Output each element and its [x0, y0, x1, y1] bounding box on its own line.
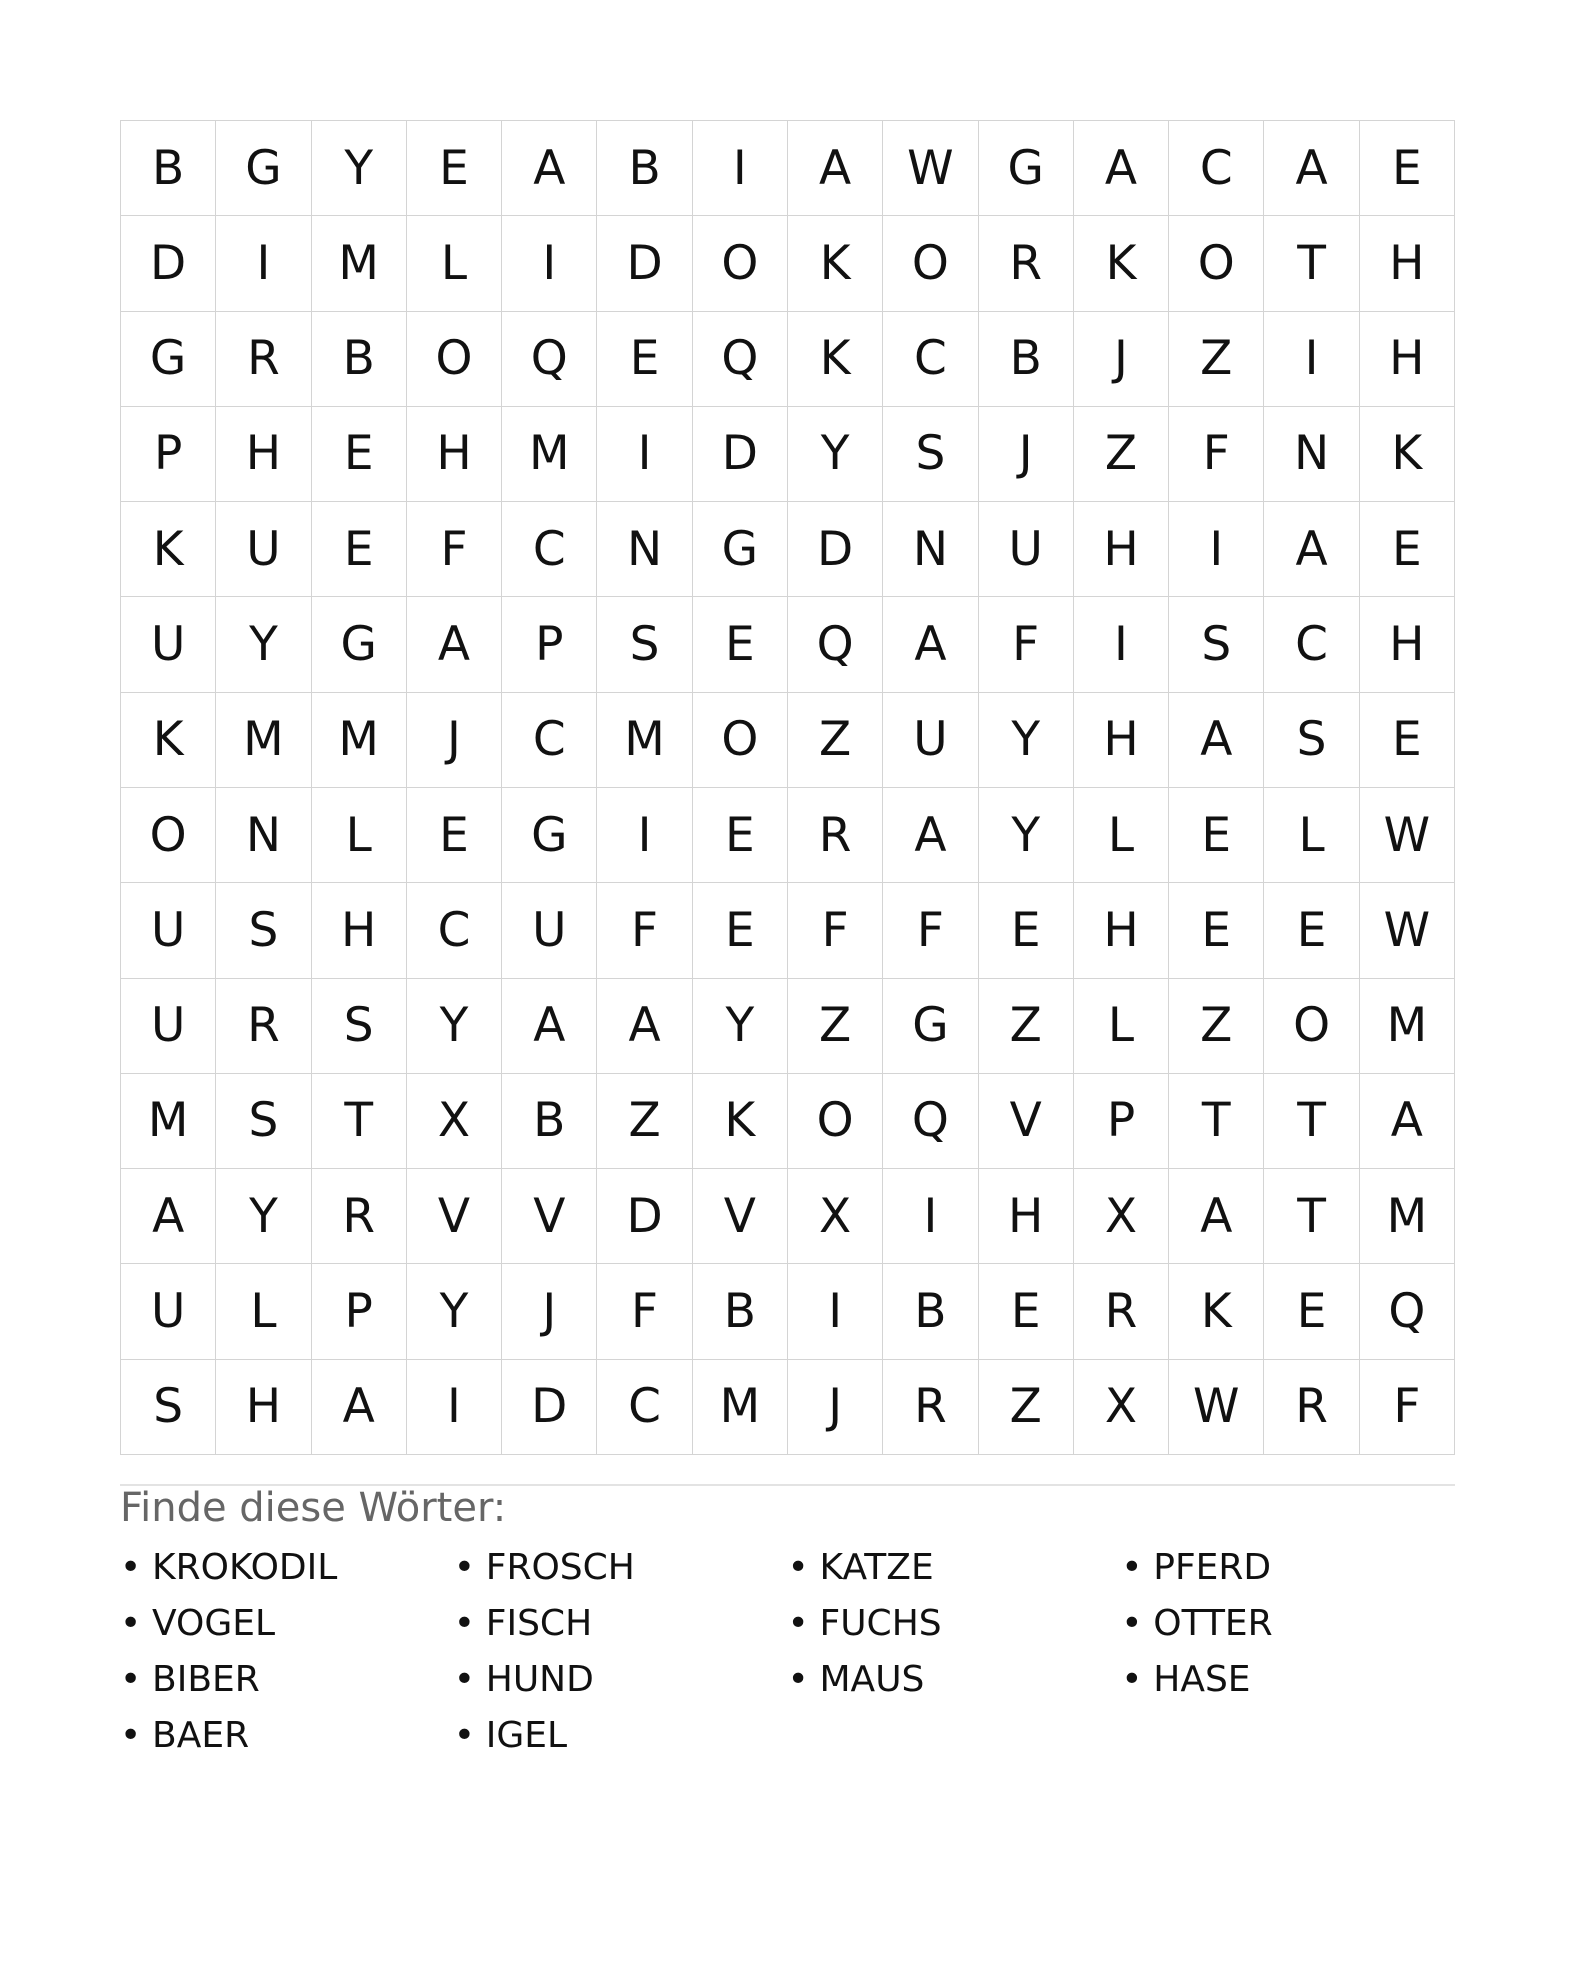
bullet-icon: • [453, 1715, 475, 1756]
grid-cell[interactable]: Q [883, 1074, 978, 1169]
grid-cell[interactable]: R [883, 1360, 978, 1455]
grid-cell[interactable]: S [216, 1074, 311, 1169]
grid-cell[interactable]: E [693, 883, 788, 978]
grid-cell[interactable]: A [121, 1169, 216, 1264]
grid-cell[interactable]: O [407, 312, 502, 407]
bullet-icon: • [453, 1659, 475, 1700]
grid-cell[interactable]: A [1169, 693, 1264, 788]
grid-cell[interactable]: A [788, 121, 883, 216]
grid-cell[interactable]: C [597, 1360, 692, 1455]
word-item [454, 1708, 788, 1764]
grid-cell[interactable]: H [216, 1360, 311, 1455]
word-label: FISCH [485, 1603, 593, 1644]
grid-cell[interactable]: R [1074, 1264, 1169, 1359]
grid-cell[interactable]: D [597, 216, 692, 311]
grid-cell[interactable]: E [979, 1264, 1074, 1359]
grid-cell[interactable]: M [312, 216, 407, 311]
grid-cell[interactable]: N [883, 502, 978, 597]
grid-cell[interactable]: U [121, 979, 216, 1074]
bullet-icon: • [120, 1547, 142, 1588]
grid-cell[interactable]: E [693, 788, 788, 883]
bullet-icon: • [120, 1659, 142, 1700]
grid-cell[interactable]: X [788, 1169, 883, 1264]
grid-cell[interactable]: R [979, 216, 1074, 311]
word-label: KATZE [819, 1547, 934, 1588]
word-label: BAER [152, 1715, 250, 1756]
grid-cell[interactable]: K [788, 216, 883, 311]
word-item [1121, 1540, 1455, 1596]
word-item [454, 1540, 788, 1596]
bullet-icon: • [1121, 1603, 1143, 1644]
word-label: VOGEL [152, 1603, 276, 1644]
grid-cell[interactable]: F [1169, 407, 1264, 502]
grid-cell[interactable]: E [597, 312, 692, 407]
word-item [1121, 1596, 1455, 1652]
grid-cell[interactable]: U [121, 1264, 216, 1359]
letter-grid [120, 120, 1455, 1455]
grid-cell[interactable]: Y [979, 693, 1074, 788]
grid-cell[interactable]: C [883, 312, 978, 407]
grid-cell[interactable]: E [312, 502, 407, 597]
grid-cell[interactable]: P [121, 407, 216, 502]
grid-cell[interactable]: E [1264, 1264, 1359, 1359]
grid-cell[interactable]: G [502, 788, 597, 883]
grid-cell[interactable]: A [1074, 121, 1169, 216]
grid-cell[interactable]: E [407, 121, 502, 216]
grid-cell[interactable]: H [216, 407, 311, 502]
grid-cell[interactable]: X [1074, 1360, 1169, 1455]
grid-cell[interactable]: T [1264, 1074, 1359, 1169]
grid-cell[interactable]: I [693, 121, 788, 216]
bullet-icon: • [1121, 1547, 1143, 1588]
grid-cell[interactable]: Y [788, 407, 883, 502]
grid-cell[interactable]: O [883, 216, 978, 311]
grid-cell[interactable]: S [1169, 597, 1264, 692]
grid-cell[interactable]: U [216, 502, 311, 597]
grid-cell[interactable]: K [1360, 407, 1455, 502]
word-list [120, 1540, 1455, 1764]
grid-cell[interactable]: E [1360, 121, 1455, 216]
grid-cell[interactable]: W [883, 121, 978, 216]
grid-cell[interactable]: F [788, 883, 883, 978]
grid-cell[interactable]: U [883, 693, 978, 788]
grid-cell[interactable]: K [693, 1074, 788, 1169]
word-label: PFERD [1153, 1547, 1272, 1588]
grid-cell[interactable]: B [502, 1074, 597, 1169]
grid-cell[interactable]: B [312, 312, 407, 407]
word-label: OTTER [1153, 1603, 1273, 1644]
bullet-icon: • [787, 1547, 809, 1588]
word-label: IGEL [485, 1715, 568, 1756]
grid-cell[interactable]: S [1264, 693, 1359, 788]
word-item [454, 1596, 788, 1652]
word-label: KROKODIL [152, 1547, 338, 1588]
grid-cell[interactable]: M [121, 1074, 216, 1169]
grid-cell[interactable]: G [216, 121, 311, 216]
grid-cell[interactable]: T [1264, 216, 1359, 311]
grid-cell[interactable]: M [502, 407, 597, 502]
grid-cell[interactable]: D [502, 1360, 597, 1455]
grid-cell[interactable]: O [121, 788, 216, 883]
bullet-icon: • [1121, 1659, 1143, 1700]
grid-cell[interactable]: F [407, 502, 502, 597]
grid-cell[interactable]: Z [1074, 407, 1169, 502]
bullet-icon: • [787, 1603, 809, 1644]
grid-cell[interactable]: G [693, 502, 788, 597]
grid-cell[interactable]: A [312, 1360, 407, 1455]
grid-cell[interactable]: U [979, 502, 1074, 597]
grid-cell[interactable]: T [1264, 1169, 1359, 1264]
grid-cell[interactable]: Q [1360, 1264, 1455, 1359]
word-item [120, 1596, 454, 1652]
grid-cell[interactable]: B [121, 121, 216, 216]
grid-cell[interactable]: F [597, 1264, 692, 1359]
grid-cell[interactable]: B [979, 312, 1074, 407]
grid-cell[interactable]: O [788, 1074, 883, 1169]
grid-cell[interactable]: L [216, 1264, 311, 1359]
grid-cell[interactable]: I [216, 216, 311, 311]
grid-cell[interactable]: A [502, 979, 597, 1074]
grid-cell[interactable]: K [121, 693, 216, 788]
word-label: BIBER [152, 1659, 260, 1700]
grid-cell[interactable]: Y [407, 1264, 502, 1359]
grid-cell[interactable]: Y [312, 121, 407, 216]
grid-cell[interactable]: O [693, 216, 788, 311]
grid-cell[interactable]: T [1169, 1074, 1264, 1169]
grid-cell[interactable]: H [979, 1169, 1074, 1264]
grid-cell[interactable]: U [502, 883, 597, 978]
grid-cell[interactable]: O [693, 693, 788, 788]
grid-cell[interactable]: Z [788, 979, 883, 1074]
grid-cell[interactable]: L [407, 216, 502, 311]
word-item [788, 1540, 1122, 1596]
grid-cell[interactable]: H [1074, 883, 1169, 978]
grid-cell[interactable]: K [1074, 216, 1169, 311]
grid-cell[interactable]: L [1264, 788, 1359, 883]
grid-cell[interactable]: G [979, 121, 1074, 216]
grid-cell[interactable]: Z [979, 1360, 1074, 1455]
word-label: HASE [1153, 1659, 1251, 1700]
grid-cell[interactable]: K [121, 502, 216, 597]
grid-cell[interactable]: O [1264, 979, 1359, 1074]
grid-cell[interactable]: Z [788, 693, 883, 788]
bullet-icon: • [453, 1603, 475, 1644]
grid-cell[interactable]: M [312, 693, 407, 788]
grid-cell[interactable]: C [502, 693, 597, 788]
grid-cell[interactable]: X [407, 1074, 502, 1169]
grid-cell[interactable]: W [1169, 1360, 1264, 1455]
grid-cell[interactable]: E [1169, 788, 1264, 883]
grid-cell[interactable]: G [883, 979, 978, 1074]
grid-cell[interactable]: D [788, 502, 883, 597]
word-item [788, 1652, 1122, 1708]
grid-cell[interactable]: K [788, 312, 883, 407]
grid-cell[interactable]: B [597, 121, 692, 216]
grid-cell[interactable]: I [597, 407, 692, 502]
grid-cell[interactable]: E [312, 407, 407, 502]
bullet-icon: • [120, 1603, 142, 1644]
grid-cell[interactable]: I [788, 1264, 883, 1359]
grid-cell[interactable]: C [502, 502, 597, 597]
word-item [120, 1540, 454, 1596]
grid-cell[interactable]: L [312, 788, 407, 883]
grid-cell[interactable]: D [693, 407, 788, 502]
grid-cell[interactable]: U [121, 883, 216, 978]
grid-cell[interactable]: Z [597, 1074, 692, 1169]
grid-cell[interactable]: A [597, 979, 692, 1074]
grid-cell[interactable]: E [1264, 883, 1359, 978]
word-list-title: Finde diese Wörter: [120, 1485, 507, 1531]
grid-cell[interactable]: R [1264, 1360, 1359, 1455]
grid-cell[interactable]: A [1264, 502, 1359, 597]
grid-cell[interactable]: I [502, 216, 597, 311]
grid-cell[interactable]: B [693, 1264, 788, 1359]
word-item [1121, 1652, 1455, 1708]
grid-cell[interactable]: F [597, 883, 692, 978]
grid-cell[interactable]: I [883, 1169, 978, 1264]
grid-cell[interactable]: G [121, 312, 216, 407]
word-item [454, 1652, 788, 1708]
grid-cell[interactable]: A [883, 597, 978, 692]
grid-cell[interactable]: E [693, 597, 788, 692]
grid-cell[interactable]: D [121, 216, 216, 311]
grid-cell[interactable]: Q [502, 312, 597, 407]
grid-cell[interactable]: H [407, 407, 502, 502]
grid-cell[interactable]: V [407, 1169, 502, 1264]
grid-cell[interactable]: H [1360, 216, 1455, 311]
word-item [120, 1708, 454, 1764]
grid-cell[interactable]: J [407, 693, 502, 788]
grid-cell[interactable]: O [1169, 216, 1264, 311]
grid-cell[interactable]: Q [693, 312, 788, 407]
grid-cell[interactable]: E [1360, 693, 1455, 788]
grid-cell[interactable]: H [1360, 597, 1455, 692]
grid-cell[interactable]: D [597, 1169, 692, 1264]
grid-cell[interactable]: F [979, 597, 1074, 692]
grid-cell[interactable]: Y [216, 1169, 311, 1264]
grid-cell[interactable]: A [502, 121, 597, 216]
grid-cell[interactable]: M [1360, 979, 1455, 1074]
grid-cell[interactable]: P [312, 1264, 407, 1359]
grid-cell[interactable]: A [407, 597, 502, 692]
grid-cell[interactable]: H [1074, 502, 1169, 597]
grid-cell[interactable]: Y [979, 788, 1074, 883]
word-item [788, 1596, 1122, 1652]
grid-cell[interactable]: F [883, 883, 978, 978]
grid-cell[interactable]: L [1074, 788, 1169, 883]
grid-cell[interactable]: R [788, 788, 883, 883]
grid-cell[interactable]: E [979, 883, 1074, 978]
grid-cell[interactable]: R [216, 312, 311, 407]
grid-cell[interactable]: F [1360, 1360, 1455, 1455]
word-label: MAUS [819, 1659, 925, 1700]
grid-cell[interactable]: W [1360, 788, 1455, 883]
grid-cell[interactable]: I [597, 788, 692, 883]
grid-cell[interactable]: J [788, 1360, 883, 1455]
grid-cell[interactable]: A [883, 788, 978, 883]
grid-cell[interactable]: P [502, 597, 597, 692]
grid-cell[interactable]: A [1360, 1074, 1455, 1169]
grid-cell[interactable]: N [597, 502, 692, 597]
grid-cell[interactable]: C [407, 883, 502, 978]
word-label: FROSCH [485, 1547, 635, 1588]
grid-cell[interactable]: W [1360, 883, 1455, 978]
grid-cell[interactable]: N [1264, 407, 1359, 502]
grid-cell[interactable]: K [1169, 1264, 1264, 1359]
grid-cell[interactable]: X [1074, 1169, 1169, 1264]
grid-cell[interactable]: U [121, 597, 216, 692]
grid-cell[interactable]: V [979, 1074, 1074, 1169]
grid-cell[interactable]: V [693, 1169, 788, 1264]
grid-cell[interactable]: S [216, 883, 311, 978]
grid-cell[interactable]: R [312, 1169, 407, 1264]
grid-cell[interactable]: R [216, 979, 311, 1074]
grid-cell[interactable]: S [121, 1360, 216, 1455]
grid-cell[interactable]: J [979, 407, 1074, 502]
grid-cell[interactable]: I [1074, 597, 1169, 692]
grid-cell[interactable]: Z [1169, 312, 1264, 407]
grid-cell[interactable]: S [883, 407, 978, 502]
grid-cell[interactable]: M [693, 1360, 788, 1455]
grid-cell[interactable]: V [502, 1169, 597, 1264]
grid-cell[interactable]: I [407, 1360, 502, 1455]
grid-cell[interactable]: A [1264, 121, 1359, 216]
grid-cell[interactable]: H [1360, 312, 1455, 407]
grid-cell[interactable]: S [597, 597, 692, 692]
grid-cell[interactable]: M [216, 693, 311, 788]
grid-cell[interactable]: M [597, 693, 692, 788]
grid-cell[interactable]: E [1169, 883, 1264, 978]
grid-cell[interactable]: N [216, 788, 311, 883]
grid-cell[interactable]: E [1360, 502, 1455, 597]
grid-cell[interactable]: J [502, 1264, 597, 1359]
grid-cell[interactable]: S [312, 979, 407, 1074]
grid-cell[interactable]: C [1169, 121, 1264, 216]
grid-cell[interactable]: L [1074, 979, 1169, 1074]
word-label: FUCHS [819, 1603, 942, 1644]
grid-cell[interactable]: P [1074, 1074, 1169, 1169]
grid-cell[interactable]: T [312, 1074, 407, 1169]
grid-cell[interactable]: A [1169, 1169, 1264, 1264]
grid-cell[interactable]: Y [216, 597, 311, 692]
grid-cell[interactable]: C [1264, 597, 1359, 692]
grid-cell[interactable]: Z [1169, 979, 1264, 1074]
grid-cell[interactable]: I [1264, 312, 1359, 407]
grid-cell[interactable]: Y [407, 979, 502, 1074]
grid-cell[interactable]: Y [693, 979, 788, 1074]
grid-cell[interactable]: I [1169, 502, 1264, 597]
grid-cell[interactable]: E [407, 788, 502, 883]
grid-cell[interactable]: M [1360, 1169, 1455, 1264]
bullet-icon: • [787, 1659, 809, 1700]
grid-cell[interactable]: G [312, 597, 407, 692]
grid-cell[interactable]: Q [788, 597, 883, 692]
bullet-icon: • [453, 1547, 475, 1588]
grid-cell[interactable]: H [1074, 693, 1169, 788]
grid-cell[interactable]: B [883, 1264, 978, 1359]
word-item [120, 1652, 454, 1708]
grid-cell[interactable]: J [1074, 312, 1169, 407]
bullet-icon: • [120, 1715, 142, 1756]
word-label: HUND [485, 1659, 594, 1700]
grid-cell[interactable]: Z [979, 979, 1074, 1074]
grid-cell[interactable]: H [312, 883, 407, 978]
